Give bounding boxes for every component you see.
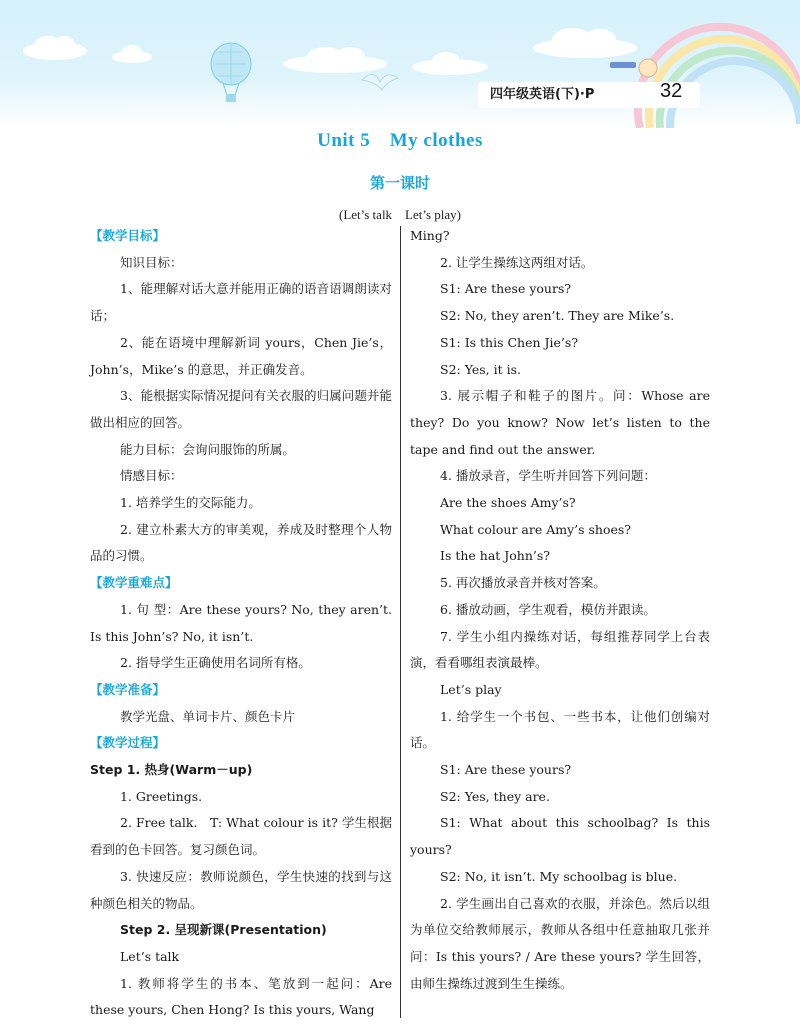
paragraph: 3、能根据实际情况提问有关衣服的归属问题并能做出相应的回答。 <box>90 388 392 430</box>
paragraph: 1、能理解对话大意并能用正确的语音语调朗读对话； <box>90 281 392 324</box>
paragraph: Let’s play <box>440 681 502 697</box>
paragraph: 4. 播放录音，学生听并回答下列问题： <box>440 468 656 484</box>
paragraph: 2. 建立朴素大方的审美观，养成及时整理个人物品的习惯。 <box>90 521 392 564</box>
paragraph: 能力目标：会询问服饰的所属。 <box>120 441 296 457</box>
page-number: 32 <box>660 80 683 102</box>
paragraph: 2. 让学生操练这两组对话。 <box>440 254 594 270</box>
paragraph: Let’s talk <box>120 948 180 964</box>
paragraph: Ming? <box>410 228 450 243</box>
paragraph: 2. 学生画出自己喜欢的衣服，并涂色。然后以组为单位交给教师展示，教师从各组中任意抽取几张并问：Is this yours? / Are these yours? 学生回答，由师生操练过渡到生生操练。 <box>410 895 710 991</box>
step-heading: Step 1. 热身(Warm－up) <box>90 762 253 778</box>
header-banner <box>0 0 800 128</box>
paragraph: S1: What about this schoolbag? Is this yours? <box>410 815 710 858</box>
section-heading: 【教学准备】 <box>90 681 166 697</box>
section-heading: 【教学过程】 <box>90 735 166 751</box>
right-column <box>410 223 710 997</box>
paragraph: 1. 培养学生的交际能力。 <box>120 495 261 511</box>
paragraph: Are the shoes Amy’s? <box>440 495 576 511</box>
paragraph: 3. 快速反应：教师说颜色，学生快速的找到与这种颜色相关的物品。 <box>90 868 392 911</box>
paragraph: Is the hat John’s? <box>440 548 550 564</box>
paragraph: 3. 展示帽子和鞋子的图片。问：Whose are they? Do you know? Now let’s listen to the tape and find out the answer. <box>410 388 710 457</box>
paragraph: S2: No, they aren’t. They are Mike’s. <box>440 308 675 324</box>
paragraph: 2. Free talk. T: What colour is it? 学生根据看到的色卡回答。复习颜色词。 <box>90 815 392 858</box>
paragraph: 5. 再次播放录音并核对答案。 <box>440 575 606 591</box>
paragraph: 1. 给学生一个书包、一些书本，让他们创编对话。 <box>410 708 710 751</box>
section-heading: 【教学重难点】 <box>90 575 178 591</box>
book-label: 四年级英语(下)·P <box>478 82 700 108</box>
paragraph: S1: Are these yours? <box>440 281 572 297</box>
paragraph: 情感目标： <box>120 468 183 484</box>
section-heading: 【教学目标】 <box>90 228 166 243</box>
paragraph: 6. 播放动画，学生观看，模仿并跟读。 <box>440 601 656 617</box>
column-divider <box>400 226 401 1018</box>
left-column <box>90 223 392 1024</box>
paragraph: S2: Yes, they are. <box>440 788 550 804</box>
unit-title: Unit 5 My clothes <box>317 130 483 151</box>
paragraph: 2、能在语境中理解新词 yours，Chen Jie’s，John’s，Mike’s 的意思，并正确发音。 <box>90 334 392 377</box>
lesson-scope: (Let’s talk Let’s play) <box>338 207 462 222</box>
paragraph: S1: Are these yours? <box>440 762 572 778</box>
paragraph: S1: Is this Chen Jie’s? <box>440 334 579 350</box>
hot-air-balloon-icon <box>208 42 254 108</box>
rainbow-icon <box>600 20 800 128</box>
paragraph: 1. 句 型：Are these yours? No, they aren’t. Is this John’s? No, it isn’t. <box>90 601 392 644</box>
paragraph: 1. 教师将学生的书本、笔放到一起问：Are these yours, Chen Hong? Is this yours, Wang <box>90 975 392 1018</box>
paragraph: S2: Yes, it is. <box>440 361 522 377</box>
paragraph: 知识目标： <box>120 254 183 270</box>
paragraph: 7. 学生小组内操练对话，每组推荐同学上台表演，看看哪组表演最棒。 <box>410 628 710 671</box>
lesson-title: 第一课时 <box>369 174 430 192</box>
paragraph: 1. Greetings. <box>120 788 203 804</box>
cloud-icon <box>110 44 154 64</box>
paragraph: What colour are Amy’s shoes? <box>440 521 632 537</box>
bird-icon <box>360 68 400 98</box>
paragraph: 2. 指导学生正确使用名词所有格。 <box>120 655 311 671</box>
paragraph: S2: No, it isn’t. My schoolbag is blue. <box>440 868 678 884</box>
cloud-icon <box>410 50 490 76</box>
paragraph: 教学光盘、单词卡片、颜色卡片 <box>120 708 296 724</box>
cloud-icon <box>20 34 90 60</box>
step-heading: Step 2. 呈现新课(Presentation) <box>120 922 327 938</box>
